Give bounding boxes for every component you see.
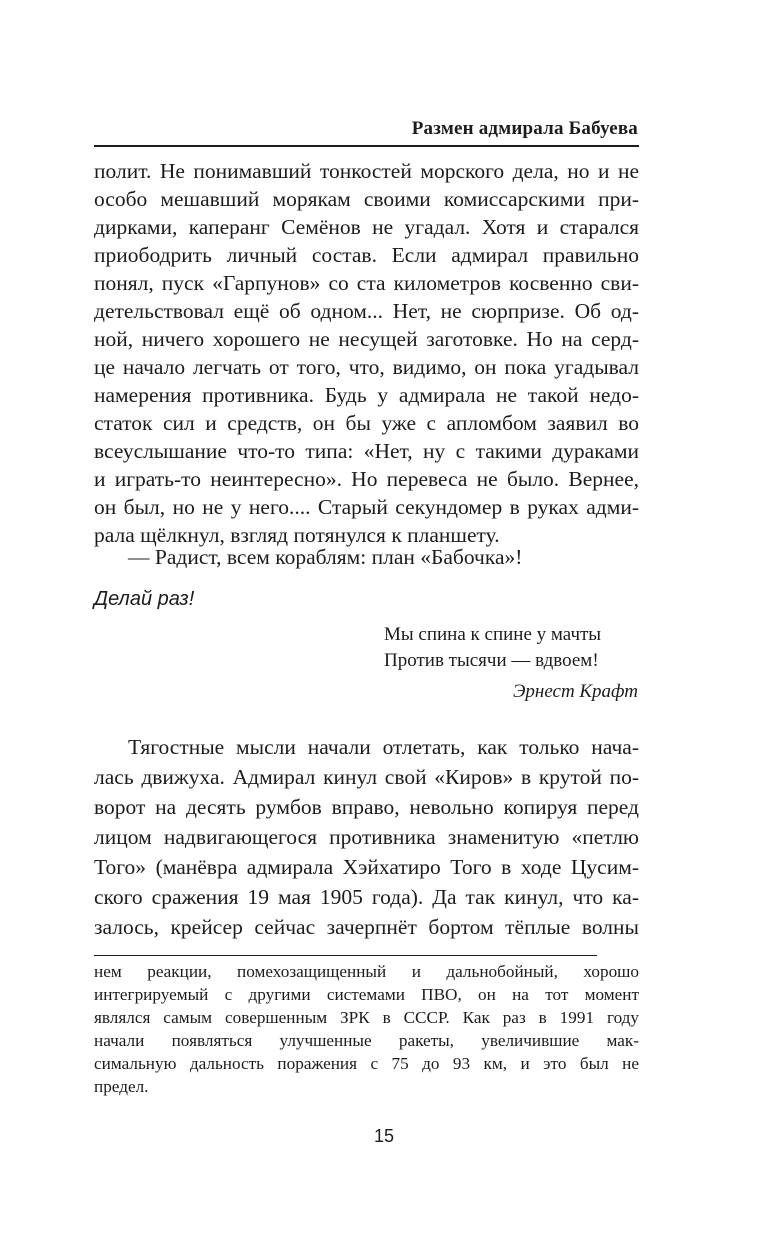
footnote-line: предел. — [94, 1077, 149, 1096]
header-rule — [94, 145, 639, 147]
body-line: це начало легчать от того, что, видимо, он пока угадывал — [94, 355, 639, 379]
footnote-line: интегрируемый с другими системами ПВО, он на тот момент — [94, 985, 639, 1004]
body-line: он был, но не у него.... Старый секундомер в руках адми- — [94, 495, 639, 519]
footnote-line: нем реакции, помехозащищенный и дальнобойный, хорошо — [94, 962, 639, 981]
body-line: ского сражения 19 мая 1905 года). Да так кинул, что ка- — [94, 885, 639, 909]
body-line: Того» (манёвра адмирала Хэйхатиро Того в ходе Цусим- — [94, 855, 639, 879]
body-line: и играть-то неинтересно». Но перевеса не было. Вернее, — [94, 467, 639, 491]
body-line: лицом надвигающегося противника знаменитую «петлю — [94, 825, 639, 849]
body-line: особо мешавший морякам своими комиссарскими при- — [94, 187, 639, 211]
body-line: лась движуха. Адмирал кинул свой «Киров» в крутой по- — [94, 765, 639, 789]
body-line: детельствовал ещё об одном... Нет, не сюрпризе. Об од- — [94, 299, 639, 323]
body-line: Тягостные мысли начали отлетать, как только нача- — [128, 735, 639, 759]
epigraph-line: Против тысячи — вдвоем! — [384, 650, 599, 671]
page-number: 15 — [373, 1126, 395, 1146]
body-line: намерения противника. Будь у адмирала не такой недо- — [94, 383, 639, 407]
footnote-line: симальную дальность поражения с 75 до 93 км, и это был не — [94, 1054, 639, 1073]
body-line: всеуслышание что-то типа: «Нет, ну с такими дураками — [94, 439, 639, 463]
body-line: приободрить личный состав. Если адмирал правильно — [94, 243, 639, 267]
section-heading: Делай раз! — [94, 588, 195, 610]
body-line: понял, пуск «Гарпунов» со ста километров косвенно сви- — [94, 271, 639, 295]
dialogue-line: — Радист, всем кораблям: план «Бабочка»! — [128, 545, 523, 569]
body-line: ной, ничего хорошего не несущей заготовке. Но на серд- — [94, 327, 639, 351]
epigraph-author: Эрнест Крафт — [512, 681, 638, 702]
footnote-rule — [94, 955, 597, 956]
epigraph-line: Мы спина к спине у мачты — [384, 624, 602, 645]
running-head: Размен адмирала Бабуева — [411, 118, 638, 139]
body-line: полит. Не понимавший тонкостей морского дела, но и не — [94, 159, 639, 183]
body-line: статок сил и средств, он бы уже с апломбом заявил во — [94, 411, 639, 435]
body-line: ворот на десять румбов вправо, невольно копируя перед — [94, 795, 639, 819]
footnote-line: начали появляться улучшенные ракеты, увеличившие мак- — [94, 1031, 639, 1050]
footnote-line: являлся самым совершенным ЗРК в СССР. Как раз в 1991 году — [94, 1008, 639, 1027]
body-line: дирками, каперанг Семёнов не угадал. Хотя и старался — [94, 215, 639, 239]
body-line: рала щёлкнул, взгляд потянулся к планшету. — [94, 523, 500, 547]
body-line: залось, крейсер сейчас зачерпнёт бортом тёплые волны — [94, 915, 639, 939]
